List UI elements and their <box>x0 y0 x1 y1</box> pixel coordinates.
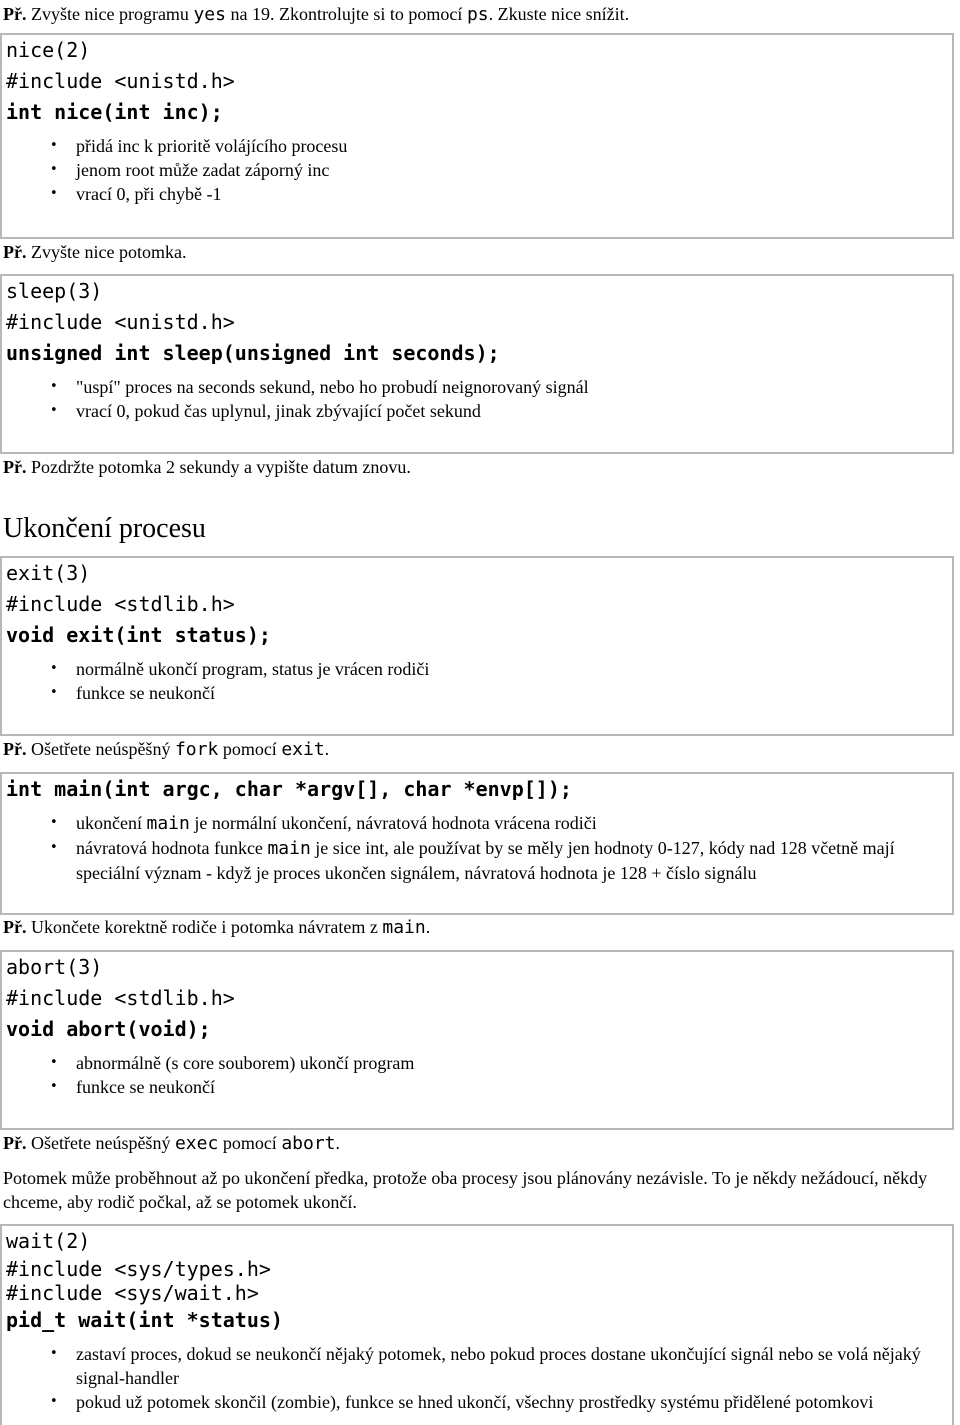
list-item: • pokud už potomek skončil (zombie), funkce se hned ukončí, všechny prostředky systému přidělené potomkovi <box>76 1390 952 1414</box>
nice-box <box>0 33 954 239</box>
list-item: • jenom root může zadat záporný inc <box>76 158 952 182</box>
function-signature: unsigned int sleep(unsigned int seconds); <box>6 341 500 365</box>
list-item: • zastaví proces, dokud se neukončí nějaký potomek, nebo pokud proces dostane ukončující signál nebo se volá nějaký signal-handler <box>76 1342 952 1390</box>
function-signature: pid_t wait(int *status) <box>6 1308 283 1332</box>
list-item <box>76 811 952 836</box>
exercise-prefix: Př. <box>3 917 27 937</box>
include-line: #include <stdlib.h> <box>6 986 235 1010</box>
exit-box <box>0 556 954 736</box>
code-inline: exit <box>281 739 325 760</box>
function-signature: int nice(int inc); <box>6 100 223 124</box>
exercise-prefix: Př. <box>3 739 27 759</box>
exercise-text: pomocí <box>218 739 282 759</box>
exercise-text: Zvyšte nice programu <box>26 4 194 24</box>
exercise-abort <box>3 1131 340 1156</box>
include-line: #include <sys/wait.h> <box>6 1281 259 1305</box>
exercise-nice-program <box>3 2 629 27</box>
bullet-list <box>6 375 952 423</box>
include-line: #include <sys/types.h> <box>6 1257 271 1281</box>
main-box <box>0 772 954 915</box>
function-name: sleep(3) <box>6 279 103 303</box>
item-text: je sice int, ale používat by se měly jen hodnoty 0-127, kódy nad 128 včetně mají speciální význam - když je proces ukončen signálem, návratová hodnota je 128 + číslo signálu <box>76 838 895 883</box>
exercise-text: Zvyšte nice potomka. <box>26 242 187 262</box>
section-heading: Ukončení procesu <box>3 513 206 544</box>
item-text: ukončení <box>76 813 147 833</box>
exercise-text: Ukončete korektně rodiče i potomka návratem z <box>26 917 383 937</box>
include-line: #include <unistd.h> <box>6 69 235 93</box>
code-inline: main <box>146 813 190 834</box>
item-text: je normální ukončení, návratová hodnota vrácena rodiči <box>189 813 597 833</box>
sleep-box <box>0 274 954 454</box>
item-text: návratová hodnota funkce <box>76 838 268 858</box>
exercise-text: . <box>324 739 330 759</box>
exercise-text: . Zkuste nice snížit. <box>488 4 630 24</box>
exercise-prefix: Př. <box>3 457 27 477</box>
bullet-list <box>6 1051 952 1099</box>
bullet-list <box>6 134 952 206</box>
code-inline: abort <box>281 1133 336 1154</box>
exercise-prefix: Př. <box>3 242 27 262</box>
code-inline: yes <box>193 4 226 25</box>
function-name: wait(2) <box>6 1229 91 1253</box>
list-item: • funkce se neukončí <box>76 1075 952 1099</box>
include-line: #include <unistd.h> <box>6 310 235 334</box>
bullet-list <box>6 811 952 885</box>
exercise-sleep <box>3 455 411 479</box>
function-signature: int main(int argc, char *argv[], char *envp[]); <box>6 777 572 801</box>
code-inline: fork <box>174 739 219 760</box>
exercise-prefix: Př. <box>3 4 27 24</box>
list-item: • funkce se neukončí <box>76 681 952 705</box>
list-item: • vrací 0, při chybě -1 <box>76 182 952 206</box>
list-item: • přidá inc k prioritě volájícího procesu <box>76 134 952 158</box>
exercise-text: . <box>335 1133 340 1153</box>
function-signature: void exit(int status); <box>6 623 271 647</box>
function-name: exit(3) <box>6 561 91 585</box>
exercise-text: . <box>425 917 431 937</box>
exercise-nice-child <box>3 240 186 264</box>
function-signature: void abort(void); <box>6 1017 211 1041</box>
function-name: abort(3) <box>6 955 103 979</box>
code-inline: main <box>382 917 426 938</box>
paragraph: Potomek může proběhnout až po ukončení předka, protože oba procesy jsou plánovány nezávisle. To je někdy nežádoucí, někdy chceme, aby rodič počkal, až se potomek ukončí. <box>3 1168 928 1212</box>
exercise-text: na 19. Zkontrolujte si to pomocí <box>225 4 467 24</box>
function-name: nice(2) <box>6 38 91 62</box>
exercise-exit <box>3 737 329 762</box>
bullet-list <box>6 1342 952 1414</box>
abort-box <box>0 950 954 1130</box>
list-item: • vrací 0, pokud čas uplynul, jinak zbývající počet sekund <box>76 399 952 423</box>
list-item: • normálně ukončí program, status je vrácen rodiči <box>76 657 952 681</box>
exercise-text: Ošetřete neúspěšný <box>26 1133 175 1153</box>
code-inline: ps <box>466 4 489 25</box>
exercise-text: Pozdržte potomka 2 sekundy a vypište datum znovu. <box>26 457 411 477</box>
code-inline: exec <box>174 1133 219 1154</box>
exercise-main <box>3 915 430 940</box>
list-item <box>76 836 952 885</box>
exercise-text: pomocí <box>218 1133 282 1153</box>
list-item: • "uspí" proces na seconds sekund, nebo ho probudí neignorovaný signál <box>76 375 952 399</box>
exercise-prefix: Př. <box>3 1133 27 1153</box>
wait-box <box>0 1224 954 1425</box>
exercise-text: Ošetřete neúspěšný <box>26 739 175 759</box>
include-line: #include <stdlib.h> <box>6 592 235 616</box>
code-inline: main <box>267 838 311 859</box>
list-item: • abnormálně (s core souborem) ukončí program <box>76 1051 952 1075</box>
bullet-list <box>6 657 952 705</box>
